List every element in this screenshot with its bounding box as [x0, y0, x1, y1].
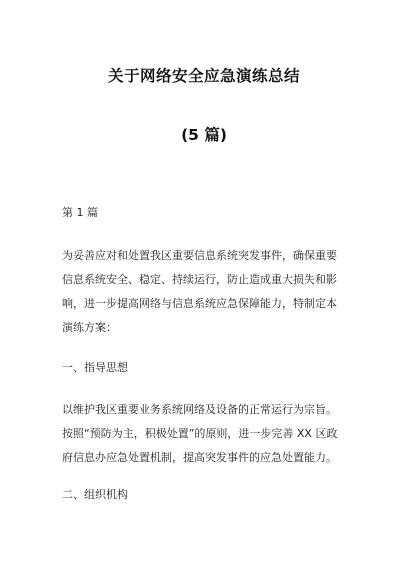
section1-line: 府信息办应急处置机制，提高突发事件的应急处置能力。: [62, 451, 337, 464]
intro-line: 为妥善应对和处置我区重要信息系统突发事件，确保重要: [62, 249, 337, 262]
intro-paragraph: [62, 244, 354, 340]
intro-line: 演练方案：: [62, 321, 117, 334]
part-label: 第 1 篇: [62, 206, 98, 219]
document-subtitle: (5 篇): [181, 126, 227, 144]
section-heading-guiding-ideology: 一、指导思想: [62, 361, 128, 374]
intro-line: 响，进一步提高网络与信息系统应急保障能力，特制定本: [62, 297, 337, 310]
section1-line: 按照“预防为主，积极处置”的原则，进一步完善 XX 区政: [62, 427, 338, 440]
intro-line: 信息系统安全、稳定、持续运行，防止造成重大损失和影: [62, 273, 337, 286]
section-heading-organization: 二、组织机构: [62, 488, 128, 501]
section1-line: 以维护我区重要业务系统网络及设备的正常运行为宗旨。: [62, 403, 337, 416]
document-title: 关于网络安全应急演练总结: [107, 67, 300, 85]
section1-paragraph: [62, 398, 354, 470]
